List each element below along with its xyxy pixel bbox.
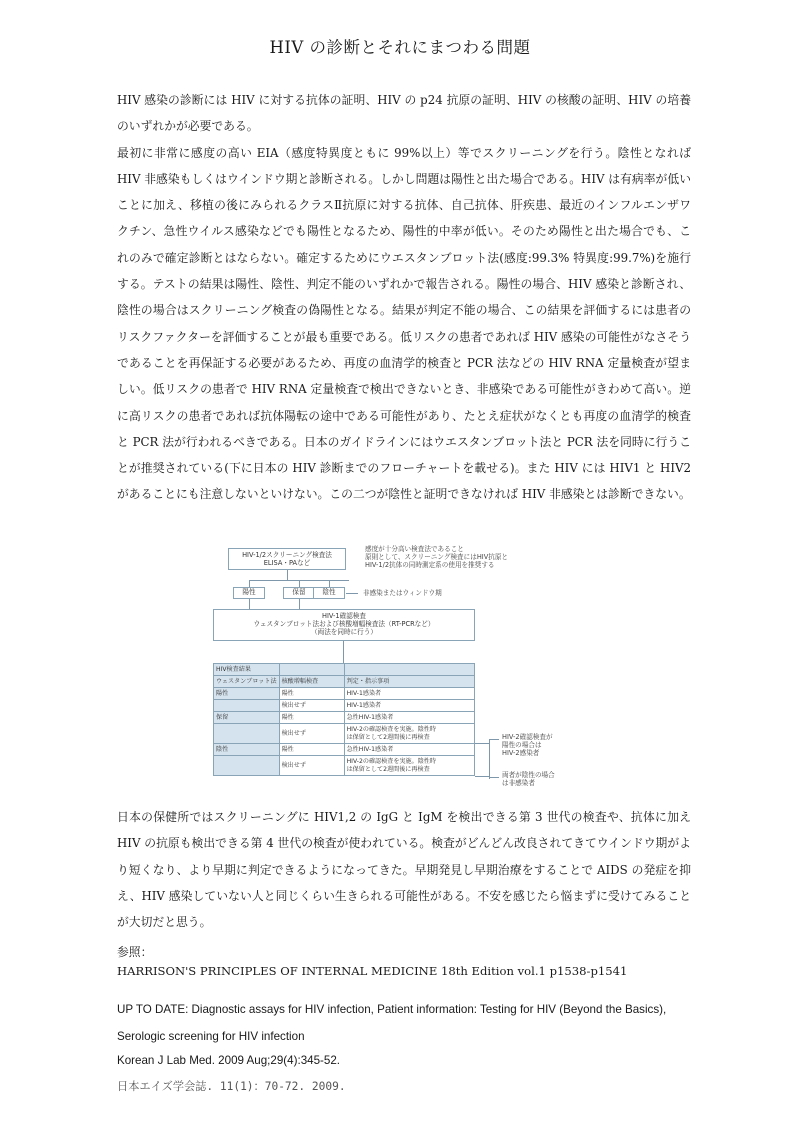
column-header: 判定・指示事項 — [344, 676, 474, 688]
table-header — [344, 664, 474, 676]
page-title: HIV の診断とそれにまつわる問題 — [269, 38, 531, 57]
column-header: ウェスタンブロット法 — [214, 676, 280, 688]
table-cell: 検出せず — [279, 700, 344, 712]
result-table — [213, 663, 475, 776]
connector — [299, 580, 300, 587]
table-row — [214, 688, 475, 700]
connector — [346, 593, 358, 594]
table-cell: 検出せず — [279, 756, 344, 776]
table-row — [214, 712, 475, 724]
column-header: 核酸増幅検査 — [279, 676, 344, 688]
result-hold-box: 保留 — [283, 587, 315, 599]
hiv2-positive-note: HIV-2確認検査が 陽性の場合は HIV-2感染者 — [502, 733, 553, 758]
table-cell: 陽性 — [279, 688, 344, 700]
connector — [249, 599, 250, 609]
table-cell: HIV-1感染者 — [344, 700, 474, 712]
reference-item: Korean J Lab Med. 2009 Aug;29(4):345-52. — [117, 1054, 341, 1067]
table-cell: 急性HIV-1感染者 — [344, 744, 474, 756]
after-text — [117, 804, 691, 935]
references-label: 参照： — [117, 945, 153, 959]
connector — [287, 570, 288, 580]
table-header — [279, 664, 344, 676]
table-cell: HIV-1感染者 — [344, 688, 474, 700]
intro-text — [117, 87, 691, 508]
connector — [489, 739, 499, 740]
intro-paragraph-2: 最初に非常に感度の高い EIA（感度特異度ともに 99%以上）等でスクリーニングを行う。陰性となれば HIV 非感染もしくはウインドウ期と診断される。しかし問題は陽性と出た場合である。HIV は有病率が低いことに加え、移植の後にみられるクラスⅡ抗原に対する抗体、自己抗体、肝疾患、最近のインフルエンザワクチン、急性ウイルス感染などでも陽性となるため、陽性的中率が低い。そのため陽性と出た場合でも、これのみで確定診断とはならない。確定するためにウエスタンブロット法(感度:99.3% 特異度:99.7%)を施行する。テストの結果は陽性、陰性、判定不能のいずれかで報告される。陽性の場合、HIV 感染と診断され、陰性の場合はスクリーニング検査の偽陽性となる。結果が判定不能の場合、この結果を評価するには患者のリスクファクターを評価することが最も重要である。低リスクの患者であれば HIV 感染の可能性がなさそうであることを再保証する必要があるため、再度の血清学的検査と PCR 法などの HIV RNA 定量検査が望ましい。低リスクの患者で HIV RNA 定量検査で検出できないとき、非感染である可能性がきわめて高い。逆に高リスクの患者であれば抗体陽転の途中である可能性があり、たとえ症状がなくとも再度の血清学的検査と PCR 法が行われるべきである。日本のガイドラインにはウエスタンブロット法と PCR 法を同時に行うことが推奨されている(下に日本の HIV 診断までのフローチャートを載せる)。また HIV には HIV1 と HIV2 があることにも注意しないといけない。この二つが陰性と証明できなければ HIV 非感染とは診断できない。 — [117, 145, 691, 502]
table-cell: 保留 — [214, 712, 280, 724]
table-cell — [214, 724, 280, 744]
table-cell: 陽性 — [214, 688, 280, 700]
result-positive-box: 陽性 — [233, 587, 265, 599]
connector — [489, 777, 499, 778]
table-cell: 急性HIV-1感染者 — [344, 712, 474, 724]
connector — [475, 743, 489, 744]
table-cell — [214, 756, 280, 776]
table-cell: 陽性 — [279, 744, 344, 756]
connector — [343, 641, 344, 663]
table-cell: HIV-2の確認検査を実施。陰性時 は保留として2週間後に再検査 — [344, 724, 474, 744]
screening-note: 感度が十分高い検査法であること 原則として、スクリーニング検査にはHIV抗原と HIV-1/2抗体の同時測定系の使用を推奨する — [365, 545, 509, 570]
hiv-diagnosis-flowchart — [205, 543, 605, 793]
table-cell — [214, 700, 280, 712]
connector — [475, 776, 489, 777]
connector — [489, 739, 490, 779]
connector — [299, 599, 300, 609]
after-paragraph: 日本の保健所ではスクリーニングに HIV1,2 の IgG と IgM を検出できる第 3 世代の検査や、抗体に加え HIV の抗原も検出できる第 4 世代の検査が使われている。検査がどんどん改良されてきてウインドウ期がより短くなり、より早期に判定できるようになってきた。早期発見し早期治療をすることで AIDS の発症を抑え、HIV 感染していない人と同じくらい生きられる可能性がある。不安を感じたら悩まずに受けてみることが大切だと思う。 — [117, 810, 691, 930]
table-row — [214, 744, 475, 756]
both-negative-note: 両者が陰性の場合 は非感染者 — [502, 771, 555, 788]
reference-item: UP TO DATE: Diagnostic assays for HIV infection, Patient information: Testing for HIV (Beyond the Basics), Serologic screening for HIV infection — [117, 1003, 667, 1043]
table-header: HIV検査結果 — [214, 664, 280, 676]
reference-item: HARRISON'S PRINCIPLES OF INTERNAL MEDICINE 18th Edition vol.1 p1538-p1541 — [117, 964, 628, 978]
table-row — [214, 724, 475, 744]
screening-box: HIV-1/2スクリーニング検査法 ELISA・PAなど — [228, 548, 346, 570]
table-cell: HIV-2の確認検査を実施。陰性時 は保留として2週間後に再検査 — [344, 756, 474, 776]
result-negative-box: 陰性 — [313, 587, 345, 599]
intro-paragraph-1: HIV 感染の診断には HIV に対する抗体の証明、HIV の p24 抗原の証明、HIV の核酸の証明、HIV の培養のいずれかが必要である。 — [117, 93, 691, 134]
table-cell: 陽性 — [279, 712, 344, 724]
connector — [249, 580, 250, 587]
confirm-test-box: HIV-1確認検査 ウェスタンブロット法および核酸増幅検査法（RT-PCRなど） （両法を同時に行う） — [213, 609, 475, 641]
table-row — [214, 700, 475, 712]
connector — [329, 580, 330, 587]
table-row — [214, 756, 475, 776]
negative-note: 非感染またはウィンドウ期 — [363, 589, 442, 597]
reference-item: 日本エイズ学会誌. 11(1)：70-72. 2009. — [117, 1080, 346, 1093]
table-cell: 陰性 — [214, 744, 280, 756]
table-cell: 検出せず — [279, 724, 344, 744]
